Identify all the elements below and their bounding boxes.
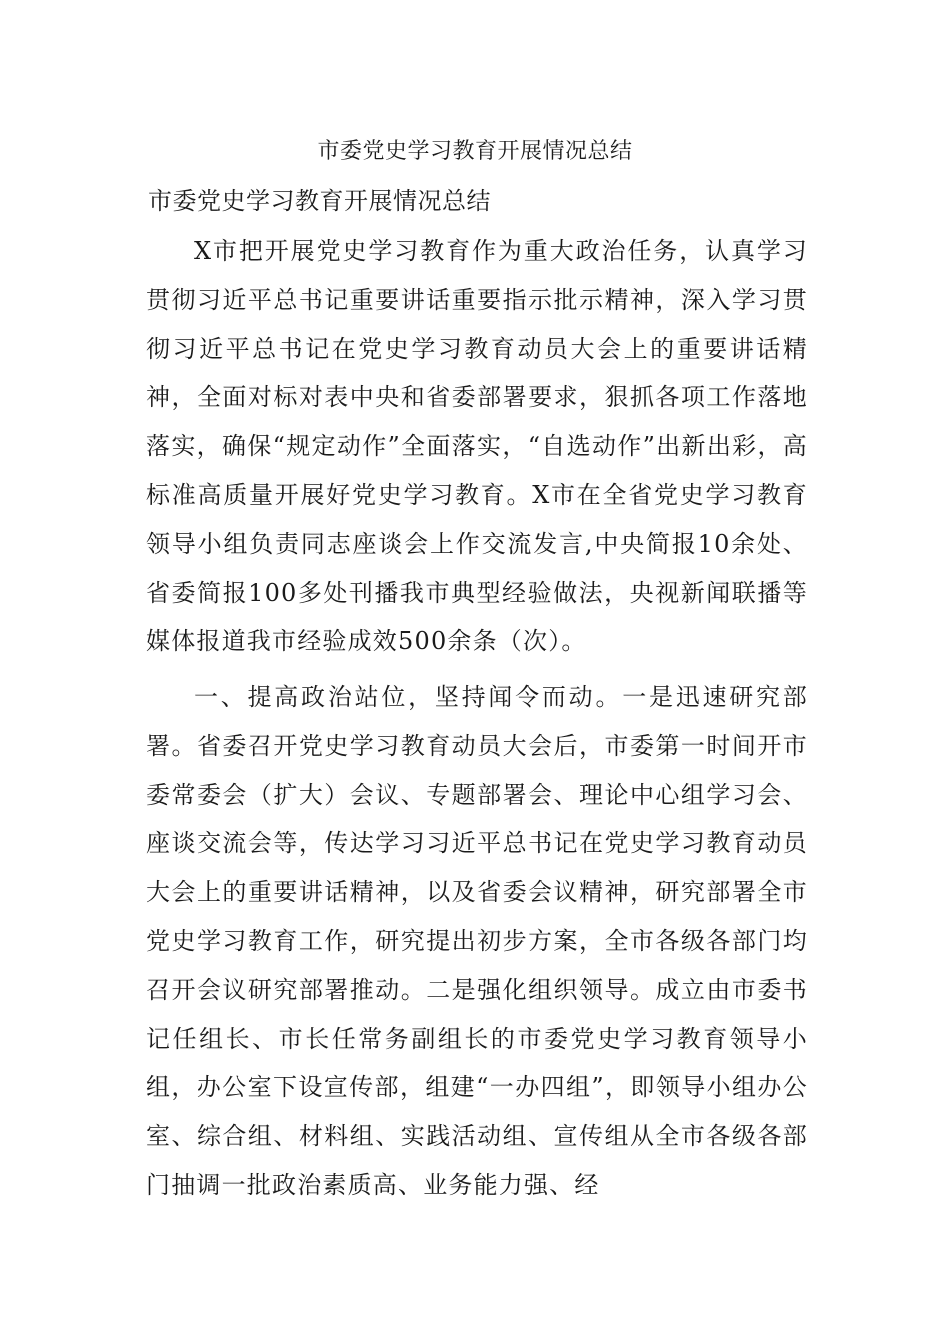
document-subtitle: 市委党史学习教育开展情况总结 [148, 187, 491, 215]
paragraph-intro: X市把开展党史学习教育作为重大政治任务，认真学习贯彻习近平总书记重要讲话重要指示批示精神，深入学习贯彻习近平总书记在党史学习教育动员大会上的重要讲话精神，全面对标对表中央和省委部署要求，狠抓各项工作落地落实，确保“规定动作”全面落实，“自选动作”出新出彩，高标准高质量开展好党史学习教育。X市在全省党史学习教育领导小组负责同志座谈会上作交流发言,中央简报10余处、省委简报100多处刊播我市典型经验做法，央视新闻联播等媒体报道我市经验成效500余条（次）。 [146, 237, 808, 656]
document-title: 市委党史学习教育开展情况总结 [317, 139, 633, 164]
paragraph-section-one: 一、提高政治站位，坚持闻令而动。一是迅速研究部署。省委召开党史学习教育动员大会后，市委第一时间开市委常委会（扩大）会议、专题部署会、理论中心组学习会、座谈交流会等，传达学习习近平总书记在党史学习教育动员大会上的重要讲话精神，以及省委会议精神，研究部署全市党史学习教育工作，研究提出初步方案，全市各级各部门均召开会议研究部署推动。二是强化组织领导。成立由市委书记任组长、市长任常务副组长的市委党史学习教育领导小组，办公室下设宣传部，组建“一办四组”，即领导小组办公室、综合组、材料组、实践活动组、宣传组从全市各级各部门抽调一批政治素质高、业务能力强、经 [146, 683, 808, 1199]
